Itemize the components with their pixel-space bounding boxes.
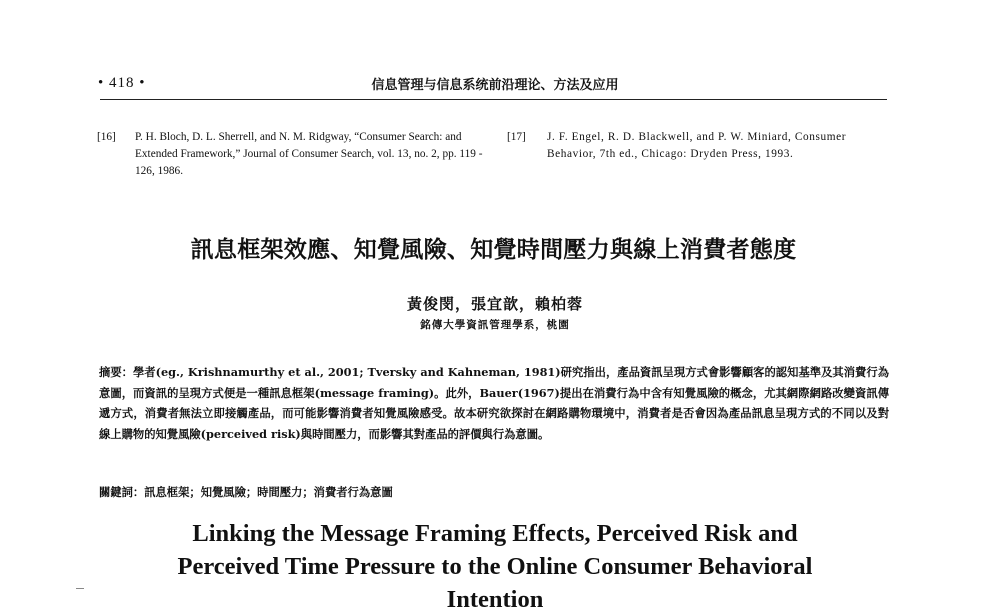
reference-text: J. F. Engel, R. D. Blackwell, and P. W. Miniard, Consumer Behavior, 7th ed., Chicago: Dryden Press, 1993. bbox=[547, 131, 847, 160]
running-title: 信息管理与信息系统前沿理论、方法及应用 bbox=[371, 78, 619, 93]
author-list: 黃俊閔，張宜歆，賴柏蓉 bbox=[406, 295, 583, 313]
keywords bbox=[99, 484, 889, 500]
reference-text: P. H. Bloch, D. L. Sherrell, and N. M. Ridgway, “Consumer Search: and Extended Framework,” Journal of Consumer Search, vol. 13, no. 2, pp. 119 - 126, 1986. bbox=[135, 131, 483, 177]
abstract-text: 學者(eg., Krishnamurthy et al., 2001; Tversky and Kahneman, 1981)研究指出，產品資訊呈現方式會影響顧客的認知基準及其消費行為意圖，而資訊的呈現方式便是一種訊息框架(message framing)。此外，Bauer(1967)提出在消費行為中含有知覺風險的概念，尤其網際網路改變資訊傳遞方式，消費者無法立即接觸產品，而可能影響消費者知覺風險感受。故本研究欲探討在網路購物環境中，消費者是否會因為產品訊息呈現方式的不同以及對線上購物的知覺風險(perceived risk)與時間壓力，而影響其對產品的評價與行為意圖。 bbox=[99, 365, 889, 441]
page-number: • 418 • bbox=[98, 75, 146, 91]
article-title-english: Linking the Message Framing Effects, Perceived Risk and Perceived Time Pressure to the Online Consumer Behavioral Intention bbox=[177, 520, 813, 613]
header-divider bbox=[100, 99, 887, 100]
reference-17 bbox=[507, 129, 892, 163]
reference-16 bbox=[97, 129, 489, 180]
scan-artifact bbox=[76, 588, 84, 589]
abstract bbox=[99, 362, 889, 444]
author-affiliation: 銘傳大學資訊管理學系，桃園 bbox=[420, 319, 570, 331]
abstract-label: 摘要： bbox=[99, 366, 133, 379]
keywords-label: 關鍵詞： bbox=[99, 486, 145, 499]
keywords-text: 訊息框架；知覺風險；時間壓力；消費者行為意圖 bbox=[144, 485, 393, 499]
reference-number: [17] bbox=[507, 131, 526, 143]
article-title-chinese: 訊息框架效應、知覺風險、知覺時間壓力與線上消費者態度 bbox=[190, 237, 797, 263]
reference-number: [16] bbox=[97, 131, 116, 143]
